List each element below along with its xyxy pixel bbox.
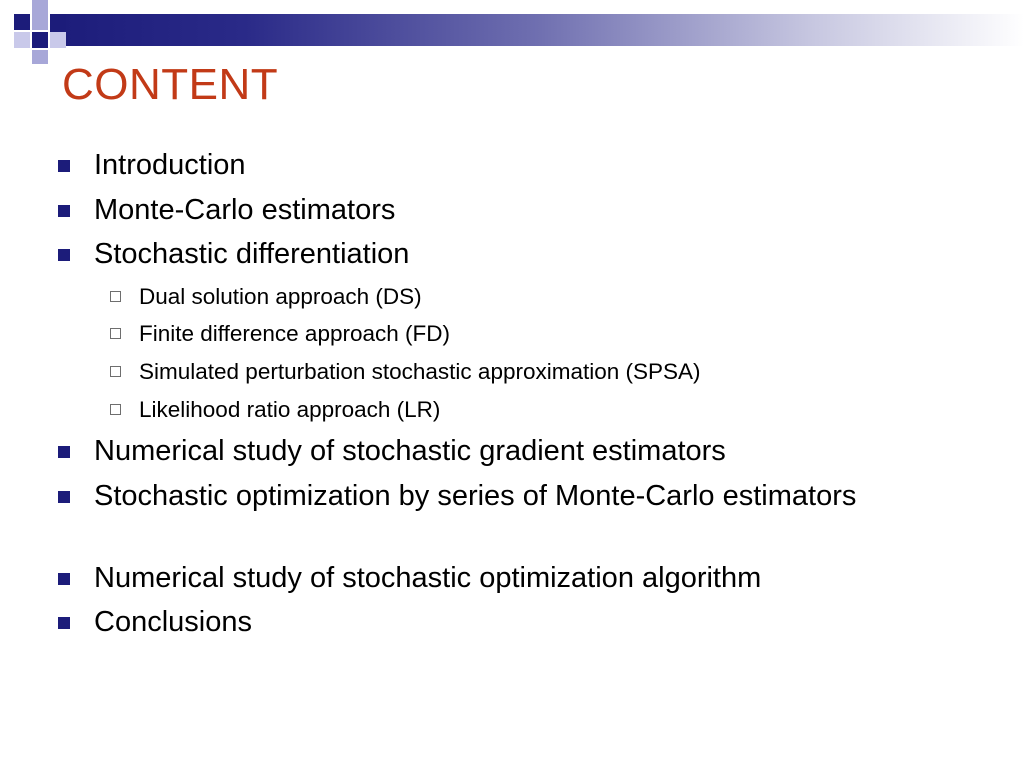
decor-square-4 — [50, 14, 66, 30]
list-item-label: Numerical study of stochastic optimization algorithm — [94, 562, 762, 594]
list-item-numerical-gradient — [94, 433, 974, 469]
filled-square-icon — [58, 573, 70, 585]
decor-square-6 — [32, 32, 48, 48]
list-item-label: Introduction — [94, 149, 246, 181]
filled-square-icon — [58, 617, 70, 629]
list-item-label: Stochastic differentiation — [94, 238, 410, 270]
hollow-square-icon — [110, 366, 121, 377]
decor-square-1 — [14, 14, 30, 30]
hollow-square-icon — [110, 328, 121, 339]
filled-square-icon — [58, 446, 70, 458]
decor-square-5 — [14, 32, 30, 48]
list-item-introduction — [94, 147, 974, 183]
filled-square-icon — [58, 205, 70, 217]
sub-item-ds — [139, 283, 979, 311]
hollow-square-icon — [110, 404, 121, 415]
list-item-numerical-optimization — [94, 560, 974, 596]
decor-square-8 — [32, 50, 48, 64]
list-item-label: Numerical study of stochastic gradient estimators — [94, 435, 726, 467]
filled-square-icon — [58, 491, 70, 503]
decor-square-2 — [32, 0, 48, 14]
filled-square-icon — [58, 249, 70, 261]
sub-item-fd — [139, 320, 979, 348]
decor-square-7 — [50, 32, 66, 48]
sub-item-lr — [139, 396, 979, 424]
list-item-stochastic-optimization — [94, 478, 974, 514]
sub-item-label: Finite difference approach (FD) — [139, 321, 450, 346]
list-item-label: Stochastic optimization by series of Monte-Carlo estimators — [94, 480, 857, 512]
slide-title: CONTENT — [62, 60, 279, 109]
list-item-label: Monte-Carlo estimators — [94, 194, 396, 226]
decor-square-3 — [32, 14, 48, 30]
sub-item-label: Dual solution approach (DS) — [139, 284, 422, 309]
hollow-square-icon — [110, 291, 121, 302]
list-item-monte-carlo — [94, 192, 974, 228]
sub-item-spsa — [139, 358, 979, 386]
list-item-conclusions — [94, 604, 974, 640]
sub-item-label: Simulated perturbation stochastic approximation (SPSA) — [139, 359, 701, 384]
list-item-stochastic-differentiation — [94, 236, 974, 272]
sub-item-label: Likelihood ratio approach (LR) — [139, 397, 441, 422]
header-gradient-band — [50, 14, 1024, 46]
list-item-label: Conclusions — [94, 606, 252, 638]
filled-square-icon — [58, 160, 70, 172]
